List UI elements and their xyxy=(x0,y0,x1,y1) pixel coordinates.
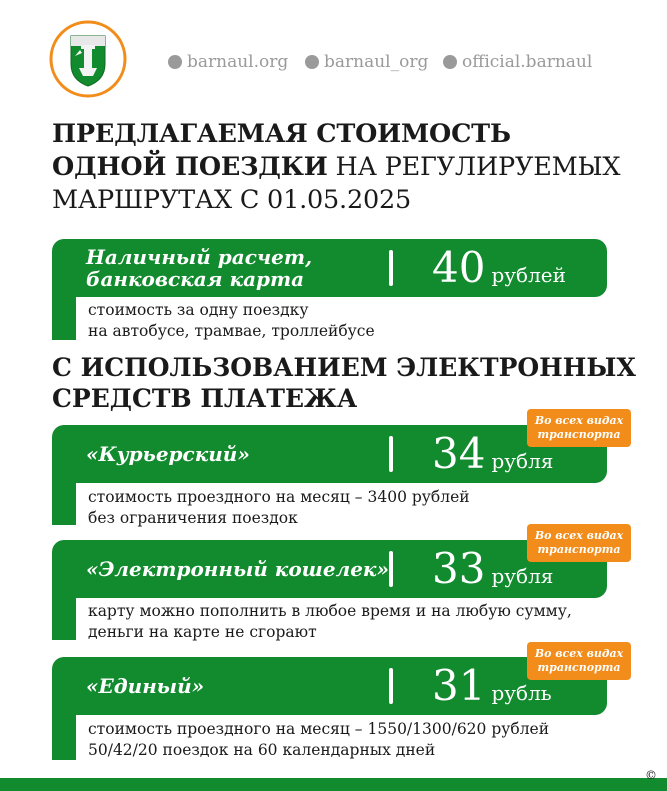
separator xyxy=(389,436,393,472)
footer-stripe xyxy=(0,778,667,791)
separator xyxy=(389,551,393,587)
all-transport-badge: Во всех видах транспорта xyxy=(527,642,631,680)
fare-description-e-wallet: карту можно пополнить в любое время и на любую сумму, деньги на карте не сгорают xyxy=(88,602,572,641)
telegram-icon xyxy=(305,55,319,69)
social-link-vk[interactable]: official.barnaul xyxy=(443,52,592,72)
electronic-payment-heading: С ИСПОЛЬЗОВАНИЕМ ЭЛЕКТРОННЫХ СРЕДСТВ ПЛАТЕЖА xyxy=(52,353,636,413)
fare-band-unified xyxy=(52,657,607,715)
all-transport-badge: Во всех видах транспорта xyxy=(527,524,631,562)
fare-name: Наличный расчет, банковская карта xyxy=(86,245,313,291)
fare-price: 33 рубля xyxy=(432,544,554,593)
fare-band-cash xyxy=(52,239,607,297)
fare-band-courier xyxy=(52,425,607,483)
globe-icon xyxy=(168,55,182,69)
fare-name: «Электронный кошелек» xyxy=(86,557,389,581)
fare-price: 31 рубль xyxy=(432,661,552,710)
separator xyxy=(389,668,393,704)
all-transport-badge: Во всех видах транспорта xyxy=(527,409,631,447)
separator xyxy=(389,250,393,286)
fare-price: 34 рубля xyxy=(432,429,554,478)
social-link-telegram[interactable]: barnaul_org xyxy=(305,52,428,72)
social-link-website[interactable]: barnaul.org xyxy=(168,52,288,72)
page-title: ПРЕДЛАГАЕМАЯ СТОИМОСТЬ ОДНОЙ ПОЕЗДКИ НА РЕГУЛИРУЕМЫХ МАРШРУТАХ С 01.05.2025 xyxy=(52,119,621,215)
vk-icon xyxy=(443,55,457,69)
fare-description-cash: стоимость за одну поездку на автобусе, трамвае, троллейбусе xyxy=(88,301,375,340)
fare-name: «Единый» xyxy=(86,674,205,698)
fare-description-courier: стоимость проездного на месяц – 3400 рублей без ограничения поездок xyxy=(88,488,470,527)
copyright-icon: © xyxy=(645,768,657,782)
barnaul-coat-of-arms-logo xyxy=(49,20,127,98)
fare-name: «Курьерский» xyxy=(86,442,250,466)
fare-description-unified: стоимость проездного на месяц – 1550/1300/620 рублей 50/42/20 поездок на 60 календарных дней xyxy=(88,720,550,759)
fare-price: 40 рублей xyxy=(432,243,566,292)
fare-band-e-wallet xyxy=(52,540,607,598)
